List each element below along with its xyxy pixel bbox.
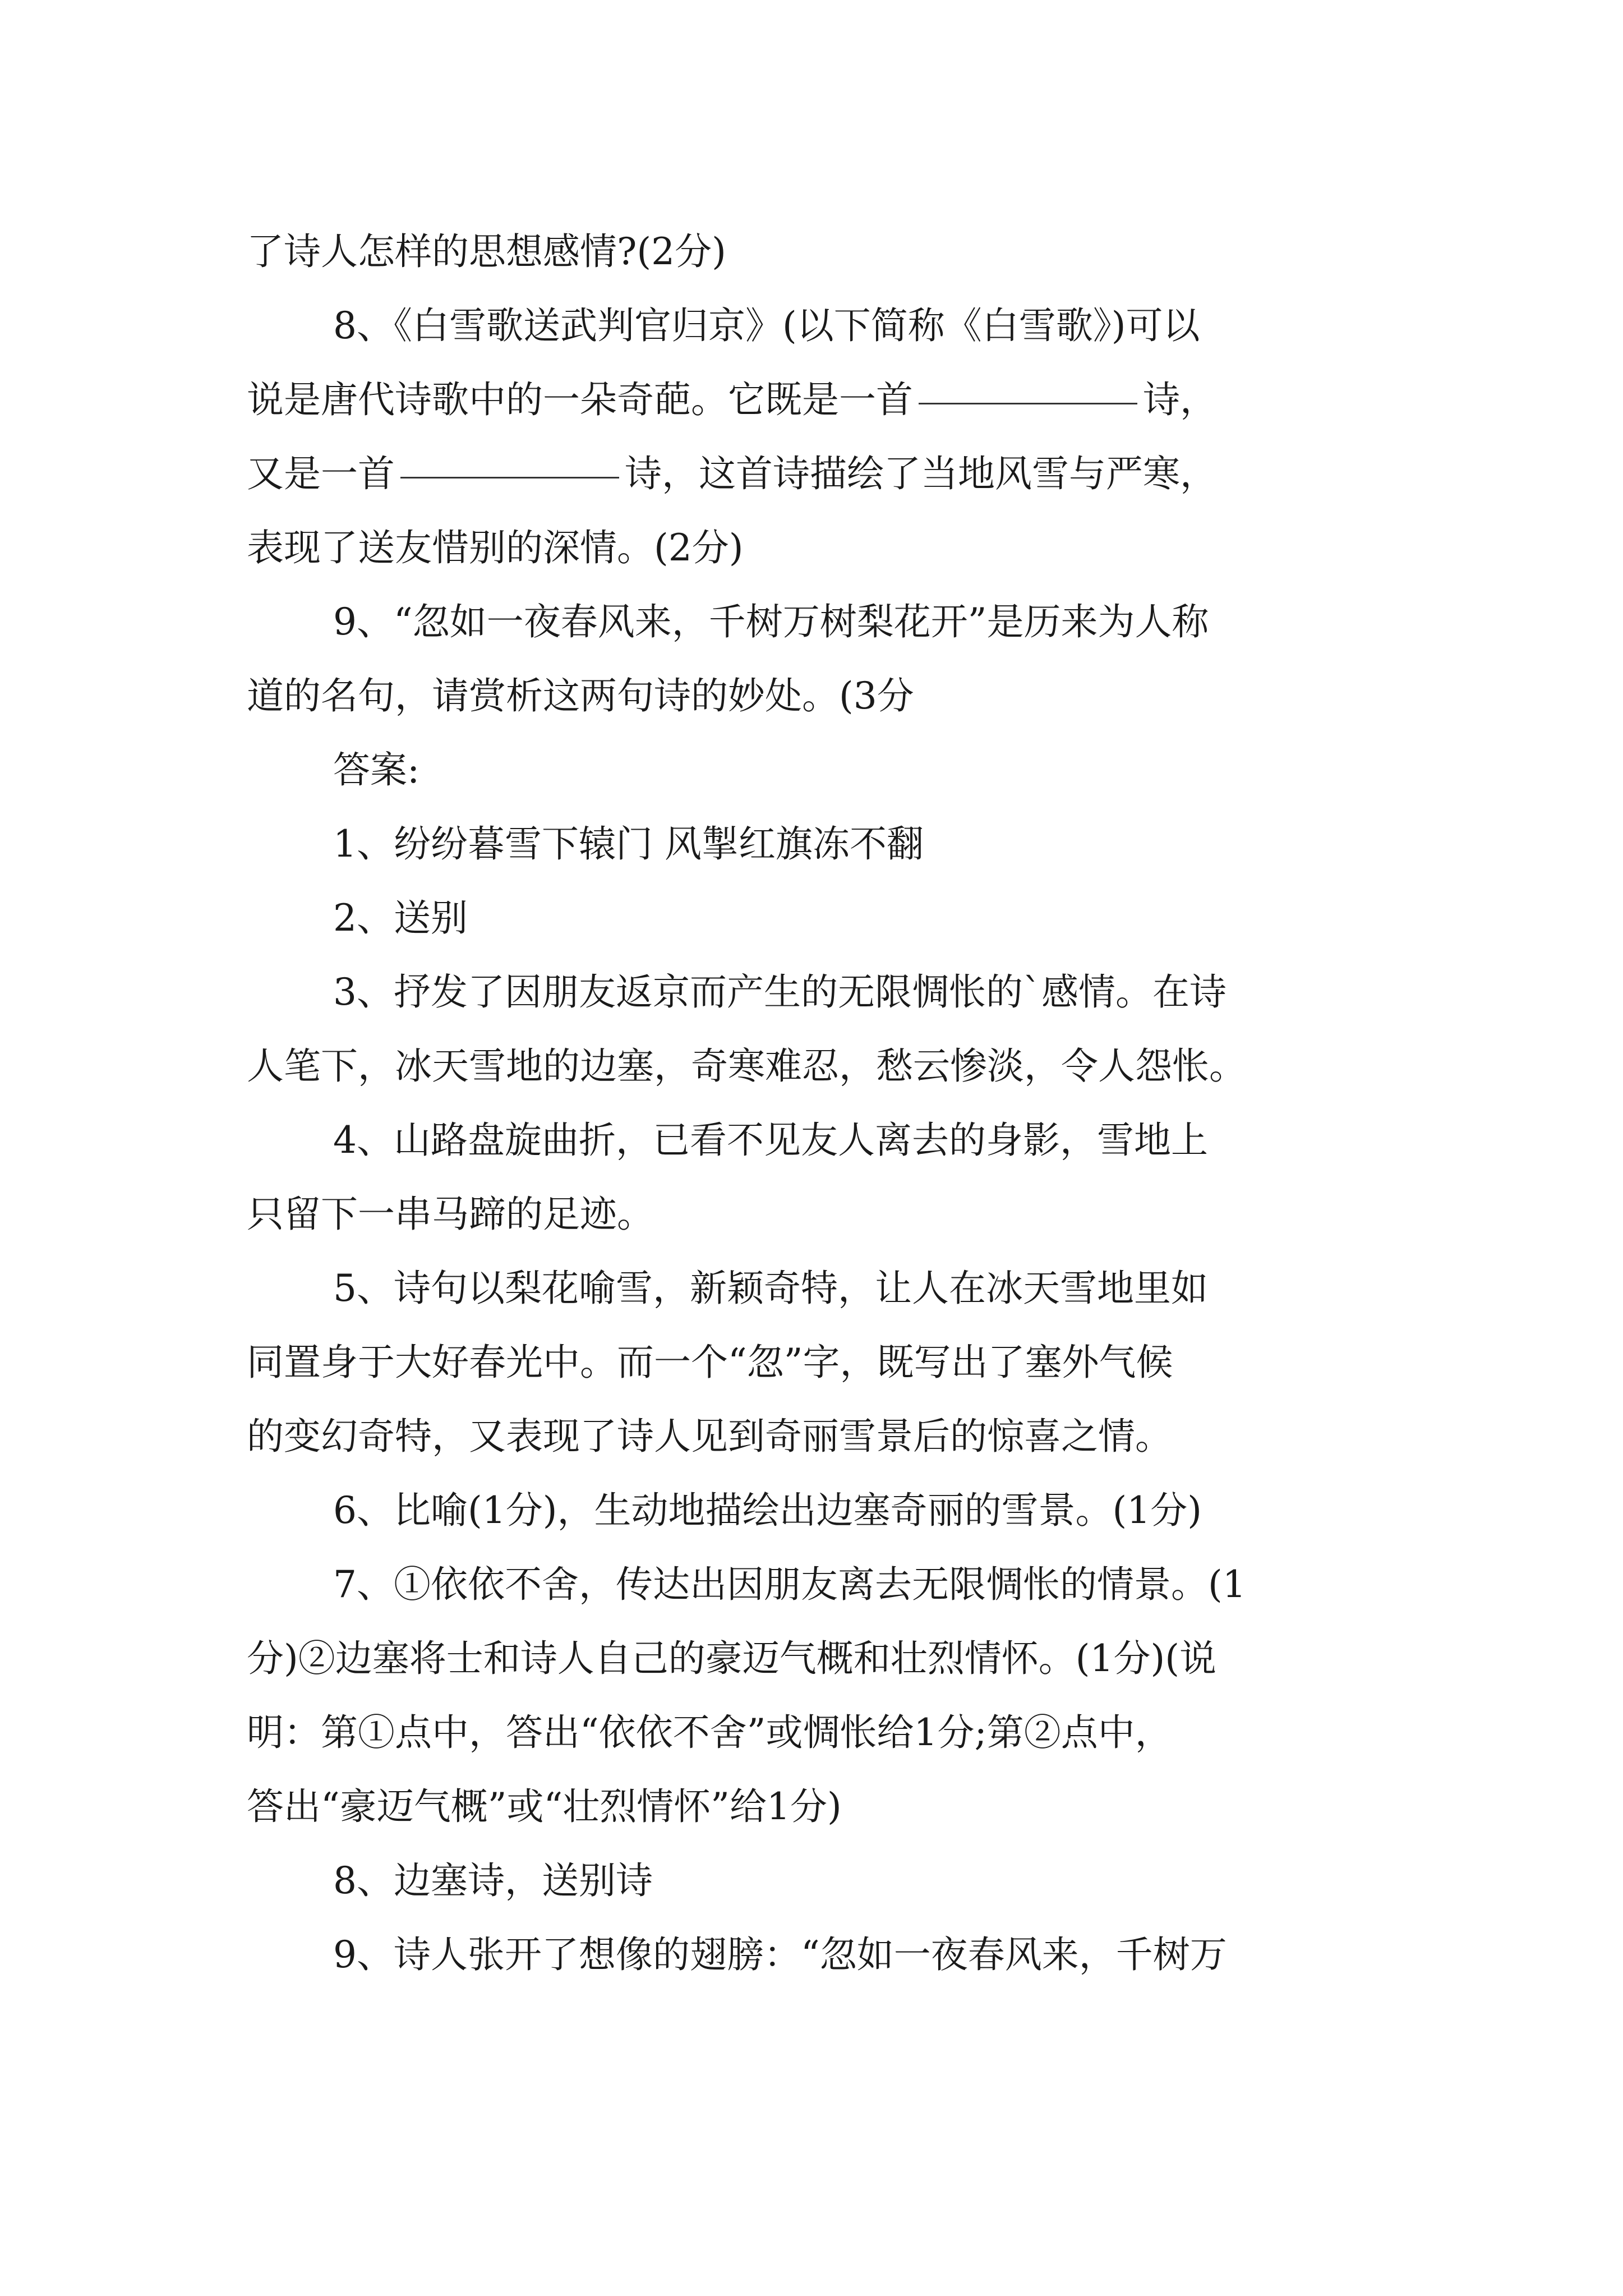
question-8-line-3: [247, 437, 1380, 511]
text-line: 只留下一串马蹄的足迹。: [247, 1193, 654, 1236]
answer-blank[interactable]: [400, 476, 619, 478]
text-line: 了诗人怎样的思想感情?(2分): [247, 230, 726, 273]
answer-5-line-2: [247, 1326, 1380, 1400]
question-9-line-1: [247, 585, 1380, 659]
answer-9: [247, 1918, 1380, 1992]
text-line: 6、比喻(1分)，生动地描绘出边塞奇丽的雪景。(1分): [333, 1489, 1202, 1532]
text-line: 道的名句，请赏析这两句诗的妙处。(3分: [247, 674, 914, 717]
text-line: 诗，: [1143, 378, 1217, 421]
text-line: 5、诗句以梨花喻雪，新颖奇特，让人在冰天雪地里如: [333, 1267, 1208, 1310]
text-line: 同置身于大好春光中。而一个“忽”字，既写出了塞外气候: [247, 1341, 1173, 1384]
answer-6: [247, 1474, 1380, 1548]
text-line: 人笔下，冰天雪地的边塞，奇寒难忍，愁云惨淡，令人怨怅。: [247, 1045, 1246, 1088]
answer-8: [247, 1844, 1380, 1918]
text-line: 诗，这首诗描绘了当地风雪与严寒，: [625, 452, 1217, 495]
answer-5-line-1: [247, 1251, 1380, 1326]
text-line: 表现了送友惜别的深情。(2分): [247, 526, 744, 569]
question-8-line-2: [247, 363, 1380, 437]
text-line: 3、抒发了因朋友返京而产生的无限惆怅的`感情。在诗: [333, 970, 1227, 1014]
text-line: 7、①依依不舍，传达出因朋友离去无限惆怅的情景。(1: [333, 1563, 1246, 1606]
text-line: 答出“豪迈气概”或“壮烈情怀”给1分): [247, 1785, 842, 1828]
text-line: 又是一首: [247, 452, 395, 495]
text-line: 8、《白雪歌送武判官归京》(以下简称《白雪歌》)可以: [333, 304, 1200, 347]
heading-text: 答案:: [333, 748, 420, 792]
answers-heading: [247, 733, 1380, 807]
text-line: 的变幻奇特，又表现了诗人见到奇丽雪景后的惊喜之情。: [247, 1415, 1172, 1458]
text-line: 8、边塞诗，送别诗: [333, 1859, 653, 1902]
answer-blank[interactable]: [919, 402, 1137, 404]
question-7-tail: [247, 215, 1380, 289]
text-line: 2、送别: [333, 896, 468, 940]
question-8-line-4: [247, 511, 1380, 585]
answer-7-line-2: [247, 1622, 1380, 1696]
answer-1: [247, 807, 1380, 881]
answer-3-line-1: [247, 955, 1380, 1029]
answer-5-line-3: [247, 1400, 1380, 1474]
answer-4-line-2: [247, 1177, 1380, 1251]
answer-7-line-3: [247, 1696, 1380, 1770]
text-line: 明：第①点中，答出“依依不舍”或惆怅给1分;第②点中，: [247, 1711, 1172, 1754]
answer-3-line-2: [247, 1029, 1380, 1103]
answer-4-line-1: [247, 1103, 1380, 1177]
text-line: 4、山路盘旋曲折，已看不见友人离去的身影，雪地上: [333, 1119, 1208, 1162]
document-body: [247, 215, 1380, 1992]
text-line: 分)②边塞将士和诗人自己的豪迈气概和壮烈情怀。(1分)(说: [247, 1637, 1216, 1680]
text-line: 9、诗人张开了想像的翅膀：“忽如一夜春风来，千树万: [333, 1933, 1227, 1976]
text-line: 9、“忽如一夜春风来，千树万树梨花开”是历来为人称: [333, 600, 1209, 643]
text-line: 1、纷纷暮雪下辕门 风掣红旗冻不翻: [333, 822, 924, 866]
answer-7-line-4: [247, 1770, 1380, 1844]
question-9-line-2: [247, 659, 1380, 733]
answer-7-line-1: [247, 1548, 1380, 1622]
text-line: 说是唐代诗歌中的一朵奇葩。它既是一首: [247, 378, 913, 421]
question-8-line-1: [247, 289, 1380, 363]
answer-2: [247, 881, 1380, 955]
